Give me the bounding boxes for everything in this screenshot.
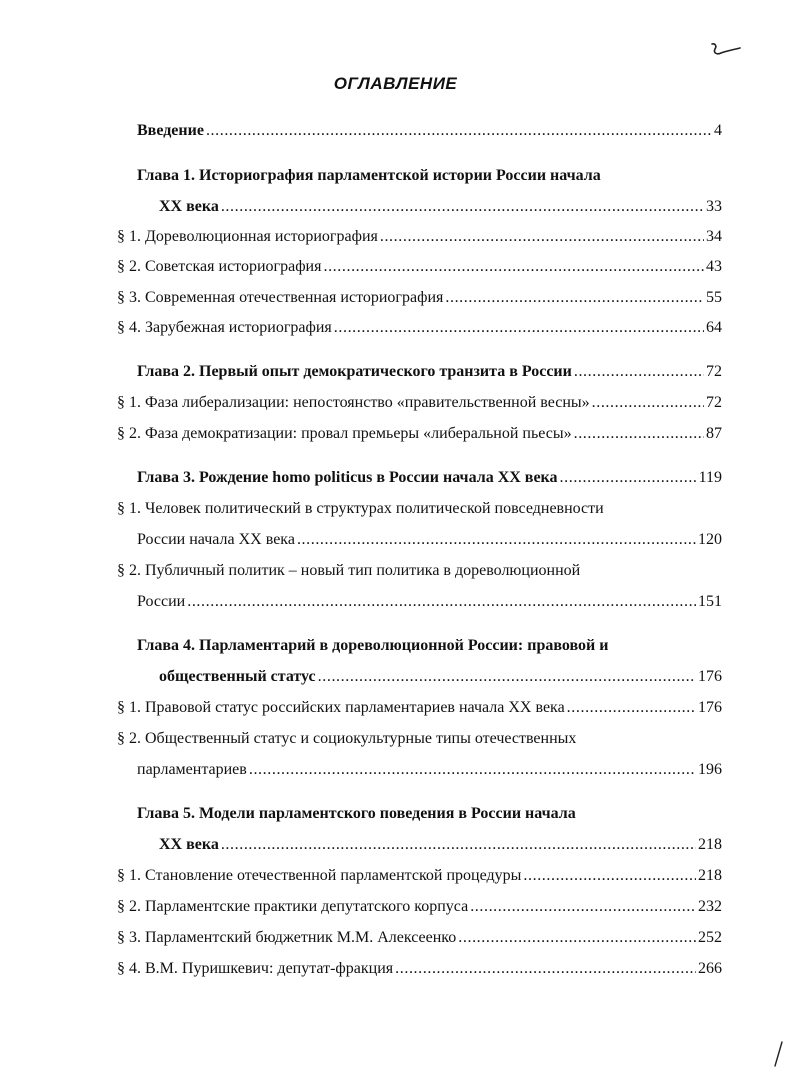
dot-leader xyxy=(574,360,704,384)
toc-section-2-1[interactable] xyxy=(117,391,722,415)
toc-page-number: 34 xyxy=(706,228,722,245)
toc-section-4-2[interactable] xyxy=(137,758,722,782)
toc-entry-title: общественный статус xyxy=(159,668,316,685)
toc-page-number: 120 xyxy=(698,531,722,548)
toc-page-number: 64 xyxy=(706,319,722,336)
toc-page-number: 151 xyxy=(698,593,722,610)
toc-chapter-1-title[interactable]: Глава 1. Историография парламентской истории России начала xyxy=(137,167,601,184)
toc-page-number: 119 xyxy=(698,469,722,486)
dot-leader xyxy=(249,758,696,782)
toc-section-5-3[interactable] xyxy=(117,926,722,950)
toc-entry-title: § 2. Фаза демократизации: провал премьеры «либеральной пьесы» xyxy=(117,425,572,442)
toc-entry-title: § 2. Советская историография xyxy=(117,258,322,275)
toc-page-number: 252 xyxy=(698,929,722,946)
dot-leader xyxy=(221,833,696,857)
toc-page-number: 43 xyxy=(706,258,722,275)
toc-entry-title: § 2. Парламентские практики депутатского корпуса xyxy=(117,898,469,915)
toc-section-2-2[interactable] xyxy=(117,422,722,446)
toc-page-number: 72 xyxy=(706,394,722,411)
toc-section-1-1[interactable] xyxy=(117,225,722,249)
toc-entry-title: XX века xyxy=(159,836,219,853)
dot-leader xyxy=(458,926,696,950)
toc-entry-title: парламентариев xyxy=(137,761,247,778)
toc-entry-title: России начала XX века xyxy=(137,531,295,548)
toc-page-number: 87 xyxy=(706,425,722,442)
dot-leader xyxy=(470,895,696,919)
toc-page-number: 33 xyxy=(706,198,722,215)
toc-section-1-4[interactable] xyxy=(117,316,722,340)
dot-leader xyxy=(297,528,696,552)
toc-section-1-2[interactable] xyxy=(117,255,722,279)
toc-section-3-2-title[interactable]: § 2. Публичный политик – новый тип политика в дореволюционной xyxy=(117,562,581,579)
dot-leader xyxy=(187,590,696,614)
toc-section-5-1[interactable] xyxy=(117,864,722,888)
toc-entry-title: Глава 2. Первый опыт демократического транзита в России xyxy=(137,363,572,380)
dot-leader xyxy=(560,466,697,490)
toc-entry-intro[interactable] xyxy=(137,119,722,143)
dot-leader xyxy=(206,119,712,143)
toc-entry-title: Введение xyxy=(137,122,204,139)
toc-page-number: 55 xyxy=(706,289,722,306)
pen-stroke-mark xyxy=(771,1040,785,1068)
toc-entry-title: § 3. Современная отечественная историография xyxy=(117,289,444,306)
toc-section-3-1[interactable] xyxy=(137,528,722,552)
dot-leader xyxy=(574,422,704,446)
dot-leader xyxy=(395,957,696,981)
dot-leader xyxy=(567,696,696,720)
toc-chapter-1[interactable] xyxy=(159,195,722,219)
toc-page-number: 4 xyxy=(714,122,722,139)
toc-page-number: 176 xyxy=(698,699,722,716)
toc-entry-title: § 1. Становление отечественной парламентской процедуры xyxy=(117,867,522,884)
handwritten-mark xyxy=(708,40,744,62)
toc-page-number: 232 xyxy=(698,898,722,915)
toc-chapter-2[interactable] xyxy=(137,360,722,384)
toc-page-number: 218 xyxy=(698,867,722,884)
toc-chapter-5[interactable] xyxy=(159,833,722,857)
toc-chapter-4[interactable] xyxy=(159,665,722,689)
toc-entry-title: § 4. Зарубежная историография xyxy=(117,319,332,336)
dot-leader xyxy=(592,391,704,415)
toc-entry-title: России xyxy=(137,593,186,610)
dot-leader xyxy=(523,864,696,888)
toc-chapter-3[interactable] xyxy=(137,466,722,490)
toc-entry-title: § 4. В.М. Пуришкевич: депутат-фракция xyxy=(117,960,394,977)
toc-section-5-2[interactable] xyxy=(117,895,722,919)
toc-page-number: 266 xyxy=(698,960,722,977)
dot-leader xyxy=(334,316,704,340)
toc-page-number: 72 xyxy=(706,363,722,380)
toc-section-4-2-title[interactable]: § 2. Общественный статус и социокультурные типы отечественных xyxy=(117,730,577,747)
dot-leader xyxy=(323,255,704,279)
dot-leader xyxy=(318,665,696,689)
toc-entry-title: § 3. Парламентский бюджетник М.М. Алексеенко xyxy=(117,929,457,946)
toc-entry-title: § 1. Правовой статус российских парламентариев начала XX века xyxy=(117,699,565,716)
page-title: ОГЛАВЛЕНИЕ xyxy=(333,74,458,93)
dot-leader xyxy=(380,225,704,249)
toc-section-1-3[interactable] xyxy=(117,286,722,310)
toc-section-5-4[interactable] xyxy=(117,957,722,981)
toc-chapter-4-title[interactable]: Глава 4. Парламентарий в дореволюционной России: правовой и xyxy=(137,637,609,654)
toc-page-number: 196 xyxy=(698,761,722,778)
toc-page-number: 176 xyxy=(698,668,722,685)
dot-leader xyxy=(221,195,704,219)
toc-section-3-1-title[interactable]: § 1. Человек политический в структурах политической повседневности xyxy=(117,500,604,517)
toc-entry-title: § 1. Фаза либерализации: непостоянство «правительственной весны» xyxy=(117,394,590,411)
toc-entry-title: XX века xyxy=(159,198,219,215)
toc-section-4-1[interactable] xyxy=(117,696,722,720)
toc-entry-title: § 1. Дореволюционная историография xyxy=(117,228,378,245)
toc-section-3-2[interactable] xyxy=(137,590,722,614)
dot-leader xyxy=(445,286,704,310)
toc-entry-title: Глава 3. Рождение homo politicus в России начала XX века xyxy=(137,469,558,486)
toc-chapter-5-title[interactable]: Глава 5. Модели парламентского поведения в России начала xyxy=(137,805,576,822)
toc-page-number: 218 xyxy=(698,836,722,853)
